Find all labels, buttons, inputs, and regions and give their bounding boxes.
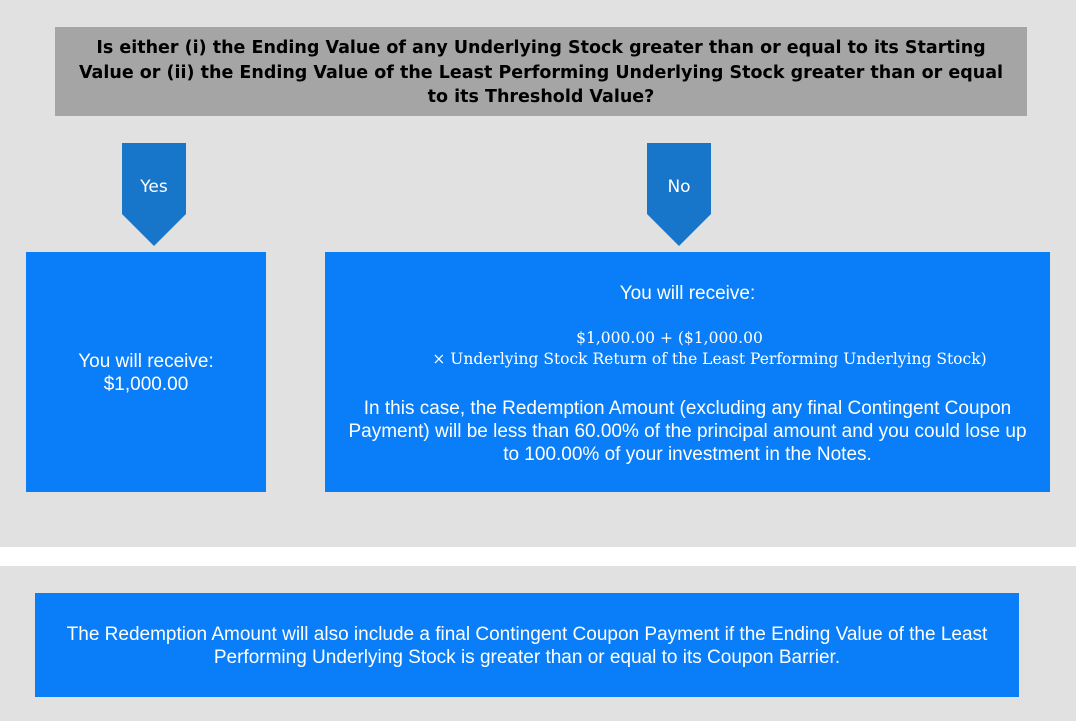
no-receive-label: You will receive: [619,283,756,304]
no-label: No [667,177,691,197]
formula-line-2: × Underlying Stock Return of the Least Performing Underlying Stock) [432,350,987,368]
yes-outcome-box [26,252,266,492]
loss-note: In this case, the Redemption Amount (excluding any final Contingent Coupon Payment) will be less than 60.00% of the principal amount and you could lose up to 100.00% of your investment in the Notes. [348,398,1027,465]
question-box [55,27,1027,116]
redemption-formula [325,328,1050,370]
question-text: Is either (i) the Ending Value of any Underlying Stock greater than or equal to its Starting Value or (ii) the Ending Value of the Least Performing Underlying Stock greater than or equal to its Threshold Value? [78,38,1004,107]
footer-box [35,593,1019,697]
no-arrow [647,143,711,247]
formula-line-1: $1,000.00 + ($1,000.00 [576,329,763,347]
yes-receive-label: You will receive: [78,351,214,372]
yes-arrow [122,143,186,247]
yes-label: Yes [140,177,168,197]
no-outcome-box [325,252,1050,492]
yes-amount: $1,000.00 [103,374,189,395]
footer-text: The Redemption Amount will also include a final Contingent Coupon Payment if the Ending Value of the Least Performing Underlying Stock is greater than or equal to its Coupon Barrier. [66,624,988,668]
